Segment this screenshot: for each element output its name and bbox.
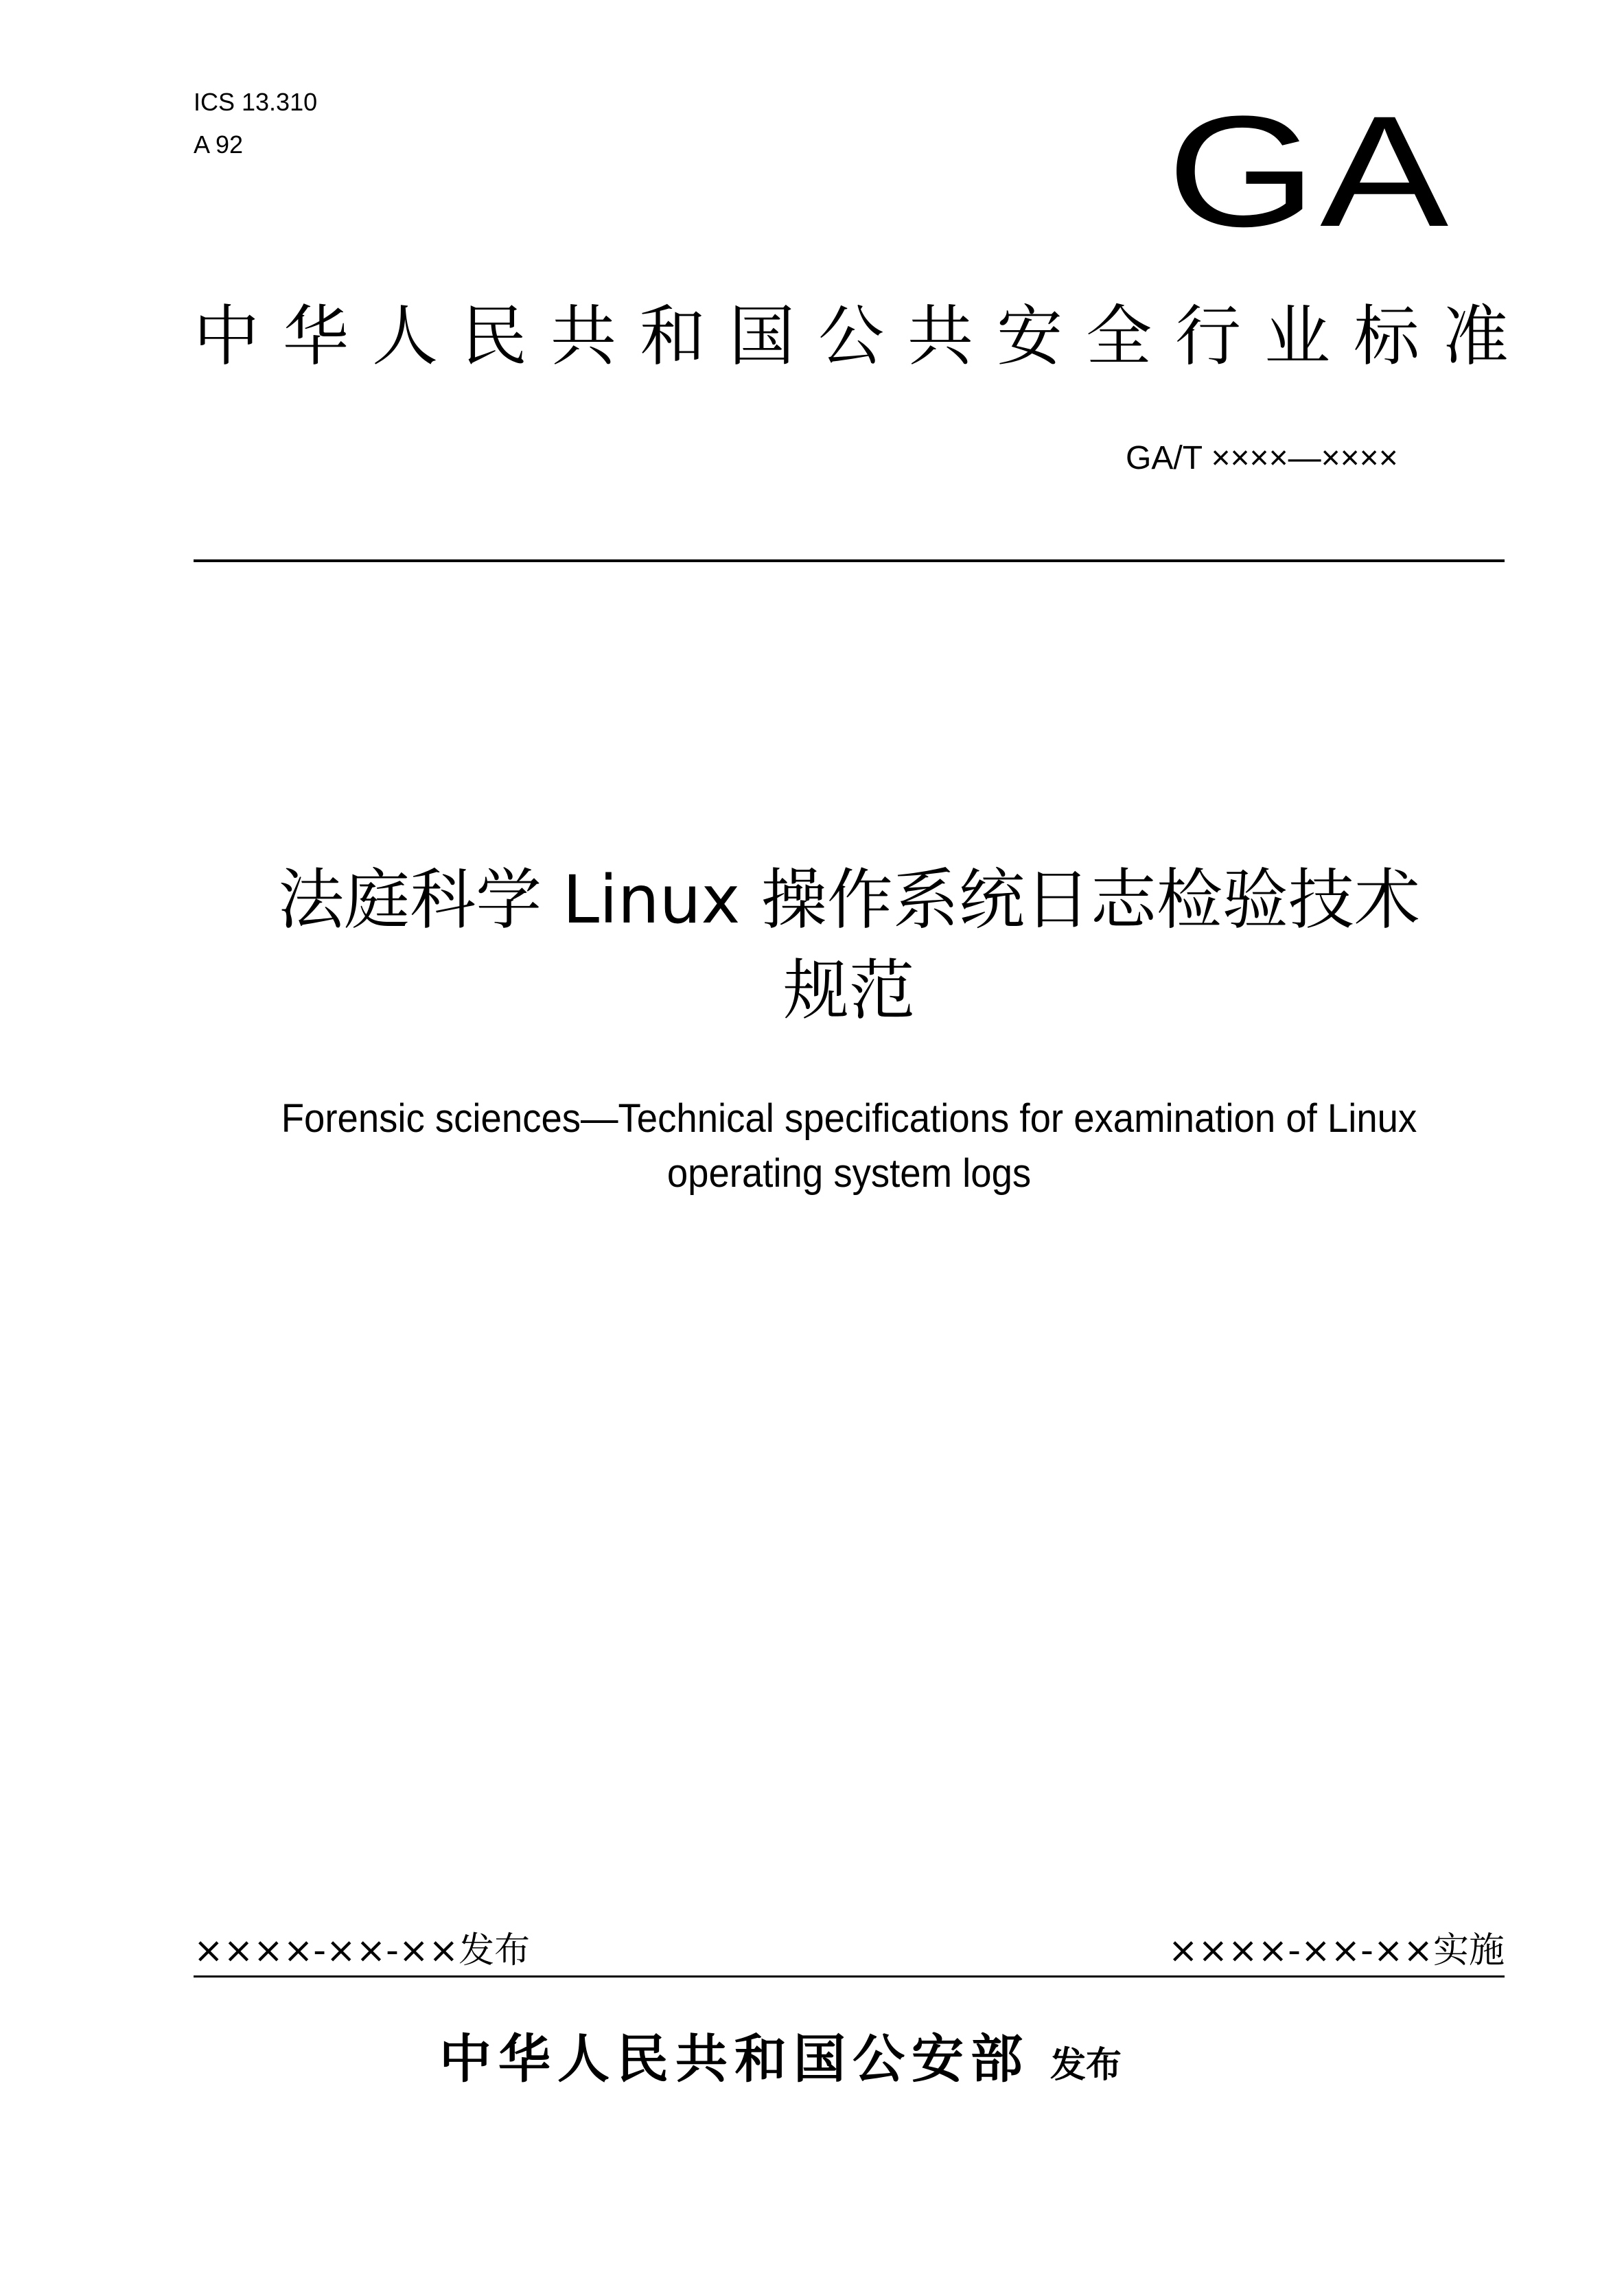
issuer-name: 中华人民共和国公安部 [439,2028,1030,2089]
top-divider [194,559,1505,562]
classification-codes [194,81,317,166]
class-code: A 92 [194,130,244,159]
english-title-line-1: Forensic sciences—Technical specifications for examination of Linux [281,1096,1417,1141]
issuer-line [439,2025,1122,2100]
bottom-divider [194,1975,1505,1978]
document-number: GA/T ××××—×××× [1126,440,1398,476]
chinese-title-line-1: 法庭科学 Linux 操作系统日志检验技术 [278,861,1420,938]
publish-date: ××××-××-××发布 [194,1930,531,1971]
issuer-suffix: 发布 [1050,2045,1122,2086]
ga-logo: GA [1167,83,1452,259]
chinese-title-line-2: 规范 [783,952,915,1029]
chinese-title [194,855,1505,1036]
english-title [233,1091,1465,1201]
ics-code: ICS 13.310 [194,88,318,116]
standard-category-title: 中华人民共和国公共安全行业标准 [194,298,1532,375]
english-title-line-2: operating system logs [666,1151,1032,1196]
implement-date: ××××-××-××实施 [1168,1930,1505,1971]
